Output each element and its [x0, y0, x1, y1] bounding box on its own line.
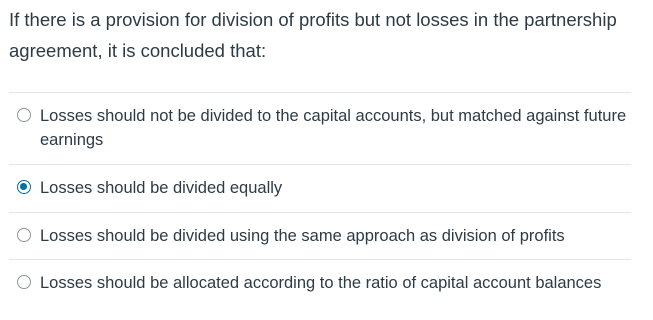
answer-list [9, 92, 631, 307]
radio-button-unchecked[interactable] [17, 108, 31, 122]
answer-option-3[interactable] [9, 213, 631, 260]
radio-button-unchecked[interactable] [17, 228, 31, 242]
answer-label: Losses should be divided equally [40, 179, 283, 197]
answer-label: Losses should be allocated according to the ratio of capital account balances [40, 274, 602, 292]
answer-option-2[interactable] [9, 165, 631, 213]
answer-option-4[interactable] [9, 260, 631, 307]
radio-button-checked[interactable] [17, 180, 31, 194]
answer-option-1[interactable] [9, 93, 631, 165]
answer-label: Losses should not be divided to the capital accounts, but matched against future earnings [40, 107, 627, 149]
answer-label: Losses should be divided using the same approach as division of profits [40, 227, 565, 245]
question-text: If there is a provision for division of profits but not losses in the partnership agreement, it is concluded that: [9, 9, 617, 61]
radio-button-unchecked[interactable] [17, 275, 31, 289]
